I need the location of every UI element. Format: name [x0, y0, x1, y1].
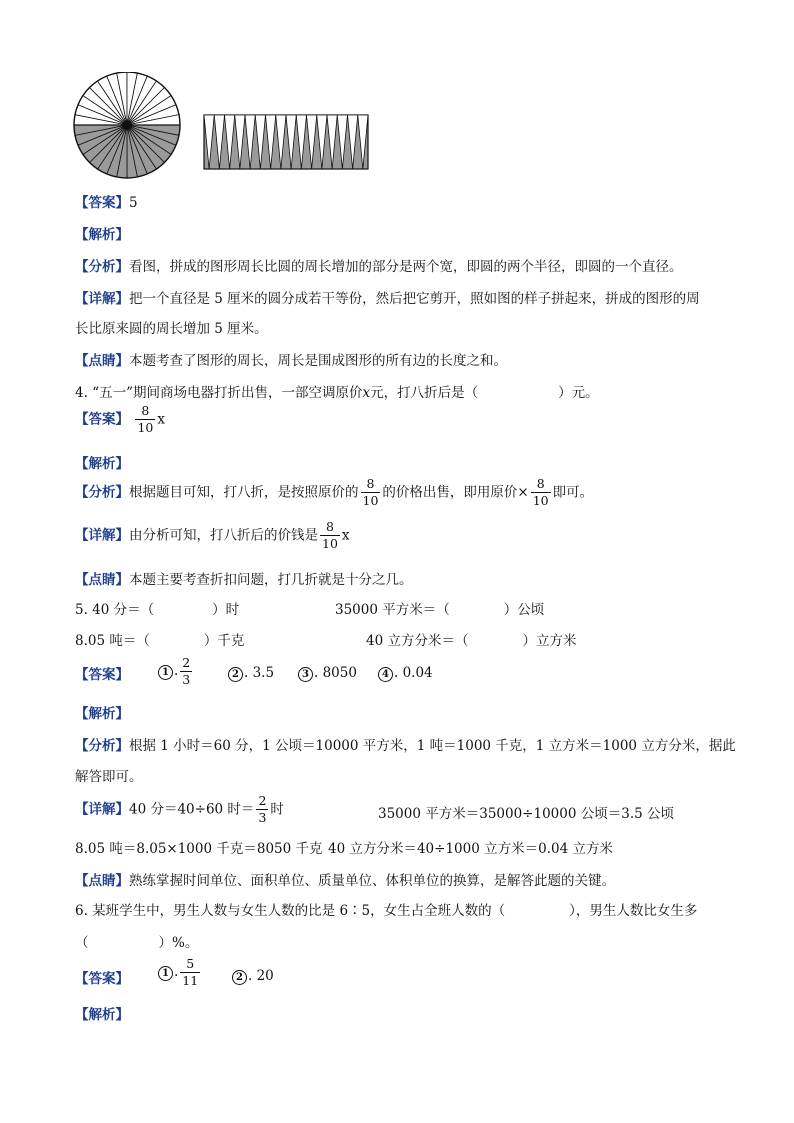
q5-line2-right: 40 立方分米＝（ ）立方米 [366, 633, 577, 649]
q6-answer-1: 1 . $\frac{5}{11}$ [158, 958, 202, 987]
xiangjie-tag: 【详解】 [75, 527, 129, 544]
q4-xiangjie: 【详解】由分析可知，打八折后的价钱是 $\frac{8}{10}$ x [75, 519, 350, 551]
var-x: x [362, 385, 371, 401]
q3-fenxi [75, 255, 683, 275]
dianjing-tag: 【点睛】 [75, 353, 129, 369]
q5-answer-1: 1 . $\frac{2}{3}$ [158, 657, 194, 686]
fenxi-tag: 【分析】 [75, 484, 129, 501]
q5-fenxi-cont: 解答即可。 [75, 769, 143, 785]
q5-answer-tag: 【答案】 [75, 667, 129, 683]
fenxi-tag: 【分析】 [75, 259, 129, 275]
fraction: $\frac{5}{11}$ [182, 956, 199, 988]
fraction: $\frac{8}{10}$ [362, 476, 379, 508]
fenxi-tag: 【分析】 [75, 738, 129, 754]
q5-xiangjie-volume: 40 立方分米＝40÷1000 立方米＝0.04 立方米 [328, 841, 613, 857]
q5-dianjing: 【点睛】熟练掌握时间单位、面积单位、质量单位、体积单位的换算，是解答此题的关键。 [75, 873, 615, 889]
xiangjie-tag: 【详解】 [75, 291, 129, 307]
rearranged-strips-figure [201, 113, 371, 171]
q5-xiangjie-mass: 8.05 吨＝8.05×1000 千克＝8050 千克 [75, 841, 323, 857]
q5-xiangjie-area: 35000 平方米＝35000÷10000 公顷＝3.5 公顷 [378, 806, 674, 822]
q4-answer: 【答案】 $\frac{8}{10}$ x [75, 403, 165, 435]
fenxi-text: 看图，拼成的图形周长比圆的周长增加的部分是两个宽，即圆的两个半径，即圆的一个直径。 [129, 259, 683, 275]
q3-xiangjie [75, 287, 700, 307]
circled-number: 2 [232, 970, 247, 985]
strips [204, 115, 368, 169]
dianjing-text: 本题考查了图形的周长，周长是围成图形的所有边的长度之和。 [129, 353, 507, 369]
circled-number: 2 [228, 667, 243, 682]
q6-answer-2: 2 . 20 [232, 968, 274, 985]
q5-fenxi: 【分析】根据 1 小时＝60 分，1 公顷＝10000 平方米，1 吨＝1000 千克，1 立方米＝1000 立方分米，据此 [75, 738, 736, 754]
q6-answer-tag: 【答案】 [75, 971, 129, 987]
q5-answer-4: 4 . 0.04 [378, 665, 433, 682]
q6-stem-line1: 6. 某班学生中，男生人数与女生人数的比是 6∶5，女生占全班人数的（ ），男生人数比女生多 [75, 903, 698, 919]
circled-number: 1 [158, 966, 173, 981]
dianjing-tag: 【点睛】 [75, 873, 129, 889]
q5-answer-3: 3 . 8050 [298, 665, 357, 682]
q6-stem-line2: （ ）%。 [75, 935, 199, 951]
circled-number: 1 [158, 665, 173, 680]
q5-answer-2: 2 . 3.5 [228, 665, 274, 682]
q5-line1-left: 5. 40 分＝（ ）时 [75, 602, 240, 618]
q5-line1-right: 35000 平方米＝（ ）公顷 [335, 602, 545, 618]
fraction: $\frac{8}{10}$ [532, 476, 549, 508]
fraction: $\frac{2}{3}$ [182, 655, 191, 687]
q4-dianjing: 【点睛】本题主要考查折扣问题，打几折就是十分之几。 [75, 572, 413, 588]
answer-value: 5 [129, 195, 138, 211]
dianjing-tag: 【点睛】 [75, 572, 129, 588]
fraction: $\frac{8}{10}$ [137, 403, 154, 435]
q5-jiexi: 【解析】 [75, 706, 129, 722]
q4-jiexi: 【解析】 [75, 456, 129, 472]
circled-number: 4 [378, 667, 393, 682]
fraction: $\frac{8}{10}$ [322, 519, 338, 551]
q3-jiexi: 【解析】 [75, 227, 129, 243]
q5-xiangjie: 【详解】40 分＝40÷60 时＝ $\frac{2}{3}$ 时 [75, 793, 284, 825]
answer-tag: 【答案】 [75, 195, 129, 211]
xiangjie-text: 把一个直径是 5 厘米的圆分成若干等份，然后把它剪开，照如图的样子拼起来，拼成的图形的周 [129, 291, 700, 307]
q5-line2-left: 8.05 吨＝（ ）千克 [75, 633, 245, 649]
q3-xiangjie-cont: 长比原来圆的周长增加 5 厘米。 [75, 321, 268, 337]
answer-tag: 【答案】 [75, 411, 129, 428]
fraction: $\frac{2}{3}$ [258, 793, 267, 825]
q3-dianjing [75, 349, 507, 369]
circle-cut-figure [70, 72, 185, 182]
q4-stem: 4. “五一”期间商场电器打折出售，一部空调原价x元，打八折后是（ ）元。 [75, 385, 599, 401]
circled-number: 3 [298, 667, 313, 682]
q4-fenxi: 【分析】根据题目可知，打八折，是按照原价的 $\frac{8}{10}$ 的价格出售，即用原价× $\frac{8}{10}$ 即可。 [75, 476, 594, 508]
q3-answer [75, 191, 138, 211]
q6-jiexi: 【解析】 [75, 1007, 129, 1023]
xiangjie-tag: 【详解】 [75, 801, 129, 818]
